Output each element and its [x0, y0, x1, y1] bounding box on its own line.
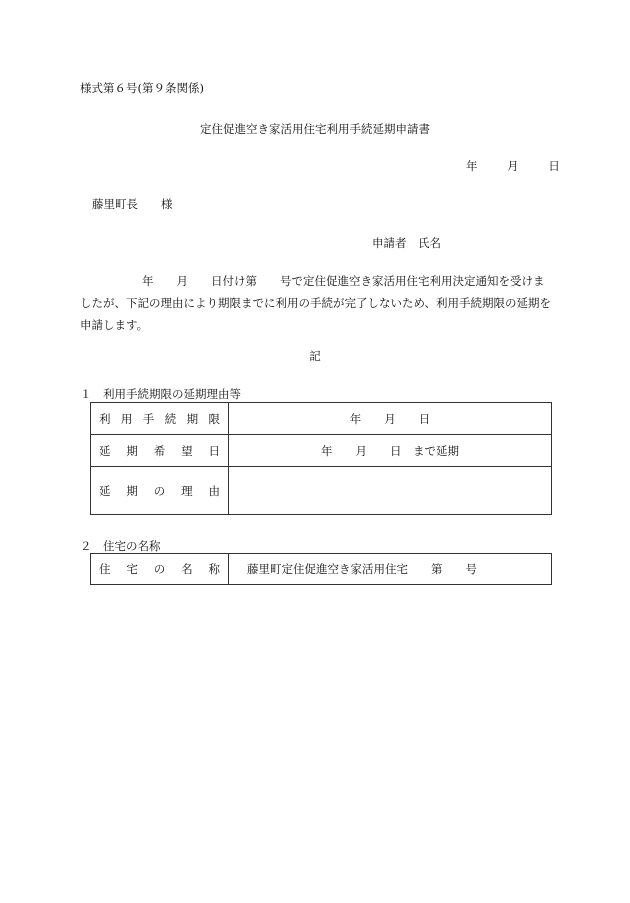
row-value-housing-name[interactable]: 藤里町定住促進空き家活用住宅 第 号	[229, 554, 552, 585]
table-row	[91, 467, 552, 515]
date-year: 年	[466, 159, 478, 173]
row-label-housing-name: 住宅の名称	[91, 554, 229, 585]
table-row	[91, 403, 552, 435]
table-row	[91, 554, 552, 585]
table-row	[91, 435, 552, 467]
date-day: 日	[548, 159, 560, 173]
row-value-desired-date[interactable]: 年 月 日 まで延期	[229, 435, 552, 467]
row-label-desired-date: 延期希望日	[91, 435, 229, 467]
section1-heading: １ 利用手続期限の延期理由等	[80, 387, 241, 401]
body-text	[80, 270, 554, 336]
document-title: 定住促進空き家活用住宅利用手続延期申請書	[200, 122, 430, 136]
extension-reason-table	[90, 402, 552, 515]
row-label-reason: 延期の理由	[91, 467, 229, 515]
section2-heading: ２ 住宅の名称	[80, 539, 161, 553]
body-text-content: 年 月 日付け第 号で定住促進空き家活用住宅利用決定通知を受けましたが、下記の理由により期限までに利用の手続が完了しないため、利用手続期限の延期を申請します。	[80, 274, 552, 332]
row-value-deadline[interactable]: 年 月 日	[229, 403, 552, 435]
row-label-deadline: 利用手続期限	[91, 403, 229, 435]
applicant-name-label: 申請者 氏名	[372, 236, 441, 250]
form-number: 様式第６号(第９条関係)	[80, 81, 204, 95]
date-line	[466, 158, 560, 174]
ki-heading: 記	[309, 349, 321, 363]
addressee: 藤里町長 様	[92, 197, 173, 211]
row-value-reason[interactable]	[229, 467, 552, 515]
date-month: 月	[507, 159, 519, 173]
housing-name-table	[90, 553, 552, 585]
